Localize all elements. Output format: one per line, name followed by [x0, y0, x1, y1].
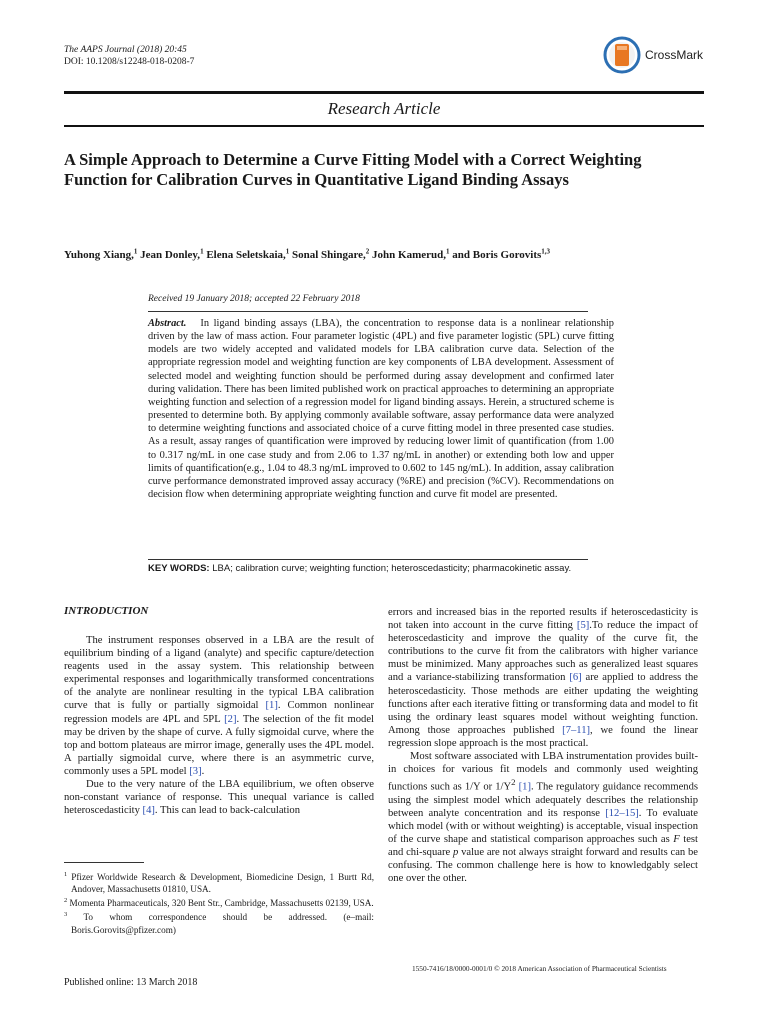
- journal-header: [64, 44, 194, 68]
- citation-link[interactable]: [3]: [189, 765, 202, 777]
- intro-paragraph-3: errors and increased bias in the reported results if heteroscedasticity is not taken into account in the curve fitting [5].To reduce the impact of heteroscedasticity and improve the quality of the curve fit, the contributions to the curve fit from the calibrators with higher variance must be minimized. Many approaches such as generalized least squares and a variance-stabilizing transformation [6] are applied to address the heteroscedasticity. Those methods are either updating the weighting functions after each iterative fitting or transforming data and model to fit using the ordinary least squares model without weighting function. Among those approaches published [7–11], we found the linear regression slope approach is the most practical.: [388, 607, 698, 749]
- crossmark-badge[interactable]: [603, 38, 723, 72]
- keywords-label: KEY WORDS:: [148, 563, 210, 574]
- published-date: Published online: 13 March 2018: [64, 977, 198, 988]
- author-affiliation: 1: [133, 247, 138, 255]
- article-title: A Simple Approach to Determine a Curve Fitting Model with a Correct Weighting Function for Calibration Curves in Quantitative Ligand Binding Assays: [64, 150, 642, 189]
- received-dates: Received 19 January 2018; accepted 22 February 2018: [148, 294, 360, 304]
- author-affiliation: 1: [200, 247, 204, 255]
- crossmark-icon: [603, 36, 641, 74]
- journal-citation: The AAPS Journal (2018) 20:45: [64, 45, 187, 55]
- issn-copyright: 1550-7416/18/0000-0001/0 © 2018 American Association of Pharmaceutical Scientists: [412, 964, 667, 973]
- author-affiliation: 2: [365, 247, 370, 255]
- citation-link[interactable]: [1]: [518, 781, 531, 793]
- citation-link[interactable]: [2]: [224, 713, 237, 725]
- article-type: Research Article: [327, 99, 441, 118]
- intro-paragraph-4: Most software associated with LBA instrumentation provides built-in choices for various fit models and commonly used weighting functions such as 1/Y or $1/Y^2$ [1]. The regulatory guidance recommends using the simplest model which adequately describes the relationship between analyte concentration and its response [12–15]. To evaluate which model (with or without weighting) is acceptable, visual inspection of the curve shape and statistical comparison approaches such as F test and chi-square p value are not always straight forward and results can be confusing. The common challenge here is how to knowledgably select one over the other.: [388, 751, 699, 885]
- author-name: Elena Seletskaia,: [206, 248, 286, 261]
- type-rule: [64, 125, 704, 127]
- keywords: [148, 563, 628, 574]
- footnote-rule: [64, 862, 144, 863]
- footnote: $^2$ Momenta Pharmaceuticals, 320 Bent Str., Cambridge, Massachusetts 02139, USA.: [64, 897, 374, 909]
- author-list: [64, 247, 724, 261]
- author-affiliation: 1: [285, 247, 290, 255]
- abstract-bottom-rule: [148, 559, 588, 560]
- intro-paragraph-2: Due to the very nature of the LBA equilibrium, we often observe non-constant variance of response. This unequal variance is called heteroscedasticity [4]. This can lead to back-calculation: [64, 779, 374, 817]
- author-name: John Kamerud,: [372, 248, 447, 261]
- doi-line[interactable]: DOI: 10.1208/s12248-018-0208-7: [64, 57, 195, 67]
- left-column: [64, 634, 374, 817]
- citation-link[interactable]: [1]: [265, 700, 278, 712]
- abstract-text: In ligand binding assays (LBA), the concentration to response data is a nonlinear relationship driven by the law of mass action. Four parameter logistic (4PL) and five parameter logistic (5PL) curve fitting models are two widely accepted and validated models for LBA calibration curve data. Selection of the appropriate regression model and weighting function are key components of LBA development. Assessment of selected model and weighting function should be performed during assay development and confirmed later during validation. There has been limited published work on practical approaches to determining an appropriate weighting function and selection of a regression model for ligand binding assays. Herein, a structured scheme is presented to determine both. By applying commonly available software, assay performance data were analyzed to determine weighting functions and associated choice of a curve fitting model in three presented case studies. As a result, assay ranges of quantification were improved by reducing lower limit of quantification (from 1.00 to 0.317 ng/mL in one case study and from 2.06 to 1.37 ng/mL in another) or extending both low and upper limits of quantification(e.g., 1.04 to 48.3 ng/mL improved to 0.602 to 145 ng/mL). In addition, assay calibration curve performance demonstrated improved assay accuracy (%RE) and precision (%CV). Recommendations on decision flow when determining appropriate weighting function and curve fit model are presented.: [148, 318, 614, 501]
- top-rule: [64, 91, 704, 94]
- citation-link[interactable]: [5]: [576, 620, 590, 632]
- abstract: [148, 317, 614, 501]
- crossmark-label: CrossMark: [645, 48, 704, 62]
- citation-link[interactable]: [12–15]: [605, 807, 639, 819]
- section-heading-introduction: INTRODUCTION: [64, 605, 149, 617]
- abstract-label: Abstract.: [148, 318, 187, 329]
- author-affiliation: 1: [446, 247, 450, 255]
- citation-link[interactable]: [6]: [569, 672, 582, 684]
- author-name: Jean Donley,: [140, 248, 201, 261]
- citation-link[interactable]: [4]: [142, 805, 155, 817]
- intro-paragraph-1: The instrument responses observed in a LBA are the result of equilibrium binding of a ligand (analyte) and specific capture/detection reagents used in the assay system. This relationship between experimental responses and logarithmically transformed concentrations of the analyte are nonlinear resulting in the typical LBA calibration curve that is fully or partially sigmoidal [1]. Common nonlinear regression models are 4PL and 5PL [2]. The selection of the fit model may be driven by the shape of curve. A fully sigmoidal curve, where the top and bottom plateaus are mirror image, generally uses the 4PL model. A partially sigmoidal curve, where there is an asymmetric curve, commonly uses a 5PL model [3].: [64, 635, 374, 777]
- author-name: Sonal Shingare,: [292, 248, 366, 261]
- right-column: [388, 606, 698, 886]
- abstract-top-rule: [148, 311, 588, 312]
- keywords-text: LBA; calibration curve; weighting function; heteroscedasticity; pharmacokinetic assay.: [212, 563, 572, 574]
- footnote: $^1$ Pfizer Worldwide Research & Development, Biomedicine Design, 1 Burtt Rd, Andover, Massachusetts 01810, USA.: [64, 871, 374, 895]
- citation-link[interactable]: [7–11]: [562, 724, 591, 736]
- author-name: Yuhong Xiang,: [64, 248, 134, 261]
- footnote: $^3$ To whom correspondence should be addressed. (e–mail: Boris.Gorovits@pfizer.com): [64, 911, 374, 935]
- footnotes: [64, 869, 374, 936]
- author-name: and Boris Gorovits: [452, 248, 542, 261]
- author-affiliation: 1,3: [541, 247, 551, 255]
